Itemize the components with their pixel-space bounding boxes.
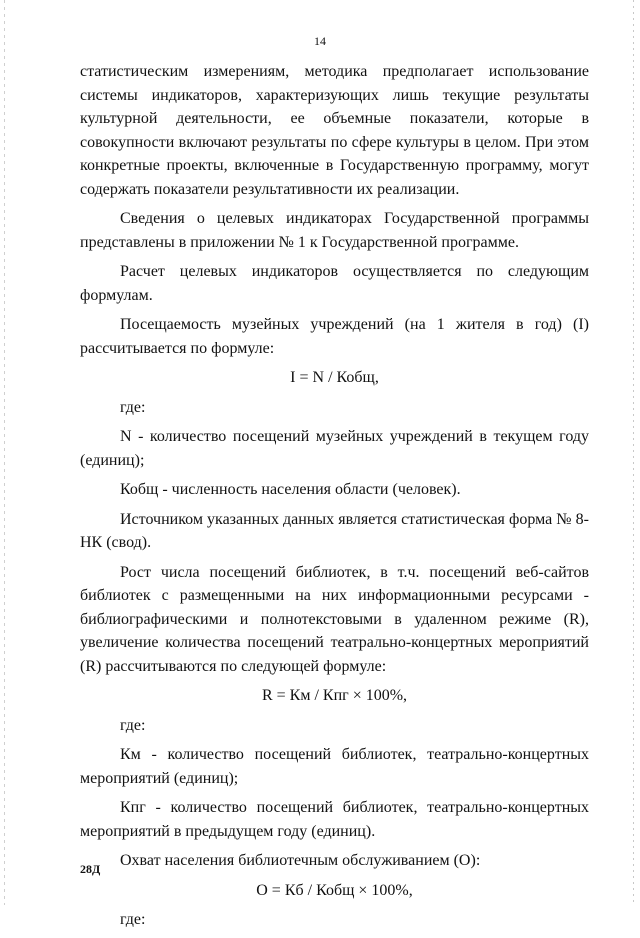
paragraph-calculation-intro: Расчет целевых индикаторов осуществляется по следующим формулам. xyxy=(80,263,589,304)
paragraph-data-source: Источником указанных данных является статистическая форма № 8-НК (свод). xyxy=(80,510,589,551)
scan-edge-right xyxy=(633,0,634,905)
footer-code: 28Д xyxy=(80,862,101,876)
paragraph-museum-attendance: Посещаемость музейных учреждений (на 1 жителя в год) (I) рассчитывается по формуле: xyxy=(80,316,589,357)
paragraph-indicators-info: Сведения о целевых индикаторах Государственной программы представлены в приложении № 1 к Государственной программе. xyxy=(80,210,589,251)
where-label: где: xyxy=(120,398,146,416)
definition-km: Км - количество посещений библиотек, театрально-концертных мероприятий (единиц); xyxy=(80,746,589,787)
definition-n: N - количество посещений музейных учреждений в текущем году (единиц); xyxy=(80,428,589,469)
scan-edge-left xyxy=(4,0,5,905)
formula-museum: I = N / Кобщ, xyxy=(290,369,379,386)
paragraph-methodology: статистическим измерениям, методика предполагает использование системы индикаторов, характеризующих лишь текущие результаты культурной деятельности, ее объемные показатели, которые в совокупности включают результаты по сфере культуры в целом. При этом конкретные проекты, включенные в Государственную программу, могут содержать показатели результативности их реализации. xyxy=(80,63,589,198)
paragraph-library-coverage: Охват населения библиотечным обслуживанием (O): xyxy=(120,852,481,869)
paragraph-library-growth: Рост числа посещений библиотек, в т.ч. посещений веб-сайтов библиотек с размещенными на них информационными ресурсами - библиографическими и полнотекстовыми в удаленном режиме (R), увеличение количества посещений театрально-концертных мероприятий (R) рассчитываются по следующей формуле: xyxy=(80,563,589,675)
where-label: где: xyxy=(120,911,146,928)
formula-growth: R = Км / Кпг × 100%, xyxy=(261,687,408,704)
definition-kobsh: Кобщ - численность населения области (человек). xyxy=(120,481,461,498)
where-label: где: xyxy=(120,716,146,734)
formula-coverage: O = Кб / Кобщ × 100%, xyxy=(256,881,413,899)
definition-kpg: Кпг - количество посещений библиотек, театрально-концертных мероприятий в предыдущем году (единиц). xyxy=(80,799,589,840)
page-number: 14 xyxy=(314,34,326,48)
document-body xyxy=(80,60,589,938)
